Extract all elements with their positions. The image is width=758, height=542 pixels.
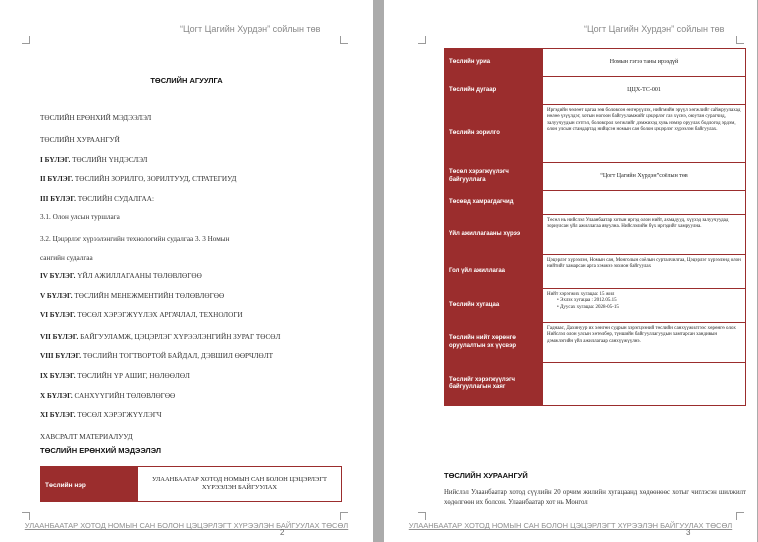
project-name-value: УЛААНБААТАР ХОТОД НОМЫН САН БОЛОН ЦЭЦЭРЛЭГТ ХҮРЭЭЛЭН БАЙГУУЛАХ	[152, 476, 327, 491]
document-page-left	[0, 0, 373, 542]
details-row	[445, 49, 745, 77]
page-footer-title: УЛААНБААТАР ХОТОД НОМЫН САН БОЛОН ЦЭЦЭРЛЭГТ ХҮРЭЭЛЭН БАЙГУУЛАХ ТӨСӨЛ	[24, 521, 349, 530]
details-row-label: Төслийн уриа	[445, 49, 542, 76]
details-row	[445, 215, 745, 255]
summary-paragraph: Нийслэл Улаанбаатар хотод сүүлийн 20 орчим жилийн хугацаанд хөдөөнөөс хотыг чиглэсэн шилжилт хөдөлгөөн их болсон. Улаанбаатар хот нь Монгол	[444, 489, 746, 506]
page-header-title: “Цогт Цагийн Хурдэн” сойлын төв	[584, 24, 725, 34]
summary-heading: ТӨСЛИЙН ХУРААНГУЙ	[444, 471, 528, 480]
details-row-value-text: Төсөл нь нийслэл Улаанбаатар хотын иргэд олон нийт, ахмадууд, хүүхэд залуучуудад зориулсан үйл ажиллагаа явуулна. Нийслэлийн бүх иргэдийг хамруулна.	[547, 218, 729, 230]
document-page-right	[384, 0, 757, 542]
toc-entry[interactable]	[40, 136, 120, 144]
toc-chapter-number: II БҮЛЭГ.	[40, 175, 74, 183]
crop-mark	[736, 512, 744, 520]
toc-entry-text: ТӨСЛИЙН ХУРААНГУЙ	[40, 136, 120, 144]
details-row	[445, 105, 745, 163]
details-row-value	[542, 363, 745, 405]
toc-entry[interactable]	[40, 272, 202, 280]
crop-mark	[418, 36, 426, 44]
appendix-line: ХАВСРАЛТ МАТЕРИАЛУУД	[40, 433, 133, 441]
toc-entry[interactable]	[40, 392, 175, 400]
details-row	[445, 77, 745, 105]
details-row-value-text: Нийт хэрэгжих хугацаа: 15 жил	[547, 292, 615, 297]
details-row-value-text: ЦЦХ-ТС-001	[627, 86, 661, 93]
details-row-label: Төслийн нийт хөрөнгө оруулалтын эх үүсвэр	[445, 323, 542, 362]
toc-chapter-number: VIII БҮЛЭГ.	[40, 352, 82, 360]
date-list-item: • Дуусах хугацаа: 2028-05-15	[557, 305, 741, 311]
toc-entry[interactable]	[40, 175, 236, 183]
toc-entry[interactable]	[40, 411, 162, 419]
toc-entry-text: ҮЙЛ АЖИЛЛАГААНЫ ТӨЛӨВЛӨГӨӨ	[75, 272, 202, 280]
details-row-value	[542, 215, 745, 254]
project-name-label: Төслийн нэр	[41, 467, 138, 501]
toc-chapter-number: I БҮЛЭГ.	[40, 156, 71, 164]
details-row-label: Төсөвд хамрагдагчид	[445, 191, 542, 214]
details-row-value	[542, 163, 745, 190]
details-row-label: Гол үйл ажиллагаа	[445, 255, 542, 288]
details-row	[445, 255, 745, 289]
toc-entry[interactable]	[40, 235, 229, 243]
details-row	[445, 323, 745, 363]
details-row	[445, 363, 745, 405]
toc-entry-text: 3.1. Олон улсын туршлага	[40, 213, 120, 221]
toc-entry-text: ТӨСЛИЙН ҮНДЭСЛЭЛ	[70, 156, 148, 164]
details-row-value-text: Цэцэрлэг хүрээлэн, Номын сан, Монголын соёлын сурталчилгаа, Цэцэрлэг хүрээлэнд олон нийтийг хамарсан арга хэмжээ зохион байгуулах	[547, 258, 741, 270]
toc-entry-text: 3.2. Цэцэрлэг хүрээлэнгийн технологийн судалгаа 3. 3 Номын	[40, 235, 230, 243]
crop-mark	[340, 36, 348, 44]
date-list	[557, 298, 741, 311]
details-row	[445, 289, 745, 323]
toc-entry[interactable]	[40, 114, 151, 122]
toc-entry-text: ТӨСЛИЙН ҮР АШИГ, НӨЛӨӨЛӨЛ	[75, 372, 190, 380]
toc-chapter-number: IV БҮЛЭГ.	[40, 272, 76, 280]
details-row	[445, 191, 745, 215]
details-row-value	[542, 77, 745, 104]
details-row-value	[542, 105, 745, 162]
details-row-value	[542, 255, 745, 288]
details-row-value	[542, 191, 745, 214]
toc-entry-text: ТӨСЛИЙН МЕНЕЖМЕНТИЙН ТӨЛӨВЛӨГӨӨ	[72, 292, 225, 300]
date-list-item: • Эхлэх хугацаа : 2012.05.15	[557, 298, 741, 304]
toc-entry-text: ТӨСЛИЙН СУДАЛГАА:	[75, 195, 154, 203]
crop-mark	[340, 512, 348, 520]
details-row-label: Төслийн хугацаа	[445, 289, 542, 322]
toc-entry-text: САНХҮҮГИЙН ТӨЛӨВЛӨГӨӨ	[72, 392, 176, 400]
details-row-value	[542, 49, 745, 76]
toc-chapter-number: III БҮЛЭГ.	[40, 195, 76, 203]
crop-mark	[736, 36, 744, 44]
details-row-label: Төслийн зорилго	[445, 105, 542, 162]
toc-entry-text: сангийн судалгаа	[40, 254, 93, 262]
toc-chapter-number: IX БҮЛЭГ.	[40, 372, 76, 380]
crop-mark	[22, 512, 30, 520]
details-row-label: Төслийг хэрэгжүүлэгч байгууллагын хаяг	[445, 363, 542, 405]
toc-heading: ТӨСЛИЙН АГУУЛГА	[150, 76, 223, 85]
toc-chapter-number: VI БҮЛЭГ.	[40, 311, 76, 319]
toc-entry[interactable]	[40, 213, 120, 221]
toc-chapter-number: XI БҮЛЭГ.	[40, 411, 76, 419]
crop-mark	[22, 36, 30, 44]
crop-mark	[418, 512, 426, 520]
details-row-label: Үйл ажиллагааны хүрээ	[445, 215, 542, 254]
details-row-value	[542, 289, 745, 322]
toc-entry[interactable]	[40, 156, 147, 164]
toc-chapter-number: X БҮЛЭГ.	[40, 392, 73, 400]
project-details-table	[444, 48, 746, 406]
details-row-value-text: “Цогт Цагийн Хүрдэн”соёлын төв	[600, 172, 688, 179]
toc-entry[interactable]	[40, 311, 243, 319]
toc-entry-text: ТӨСЛИЙН ЕРӨНХИЙ МЭДЭЭЛЭЛ	[40, 114, 152, 122]
toc-entry[interactable]	[40, 372, 190, 380]
toc-entry[interactable]	[40, 254, 93, 262]
details-row-value-text: Гаднаас, Дахинуур их хөнгөн судрын хэрэгцээний төслийн санхүүжилтээс хөрөнгө олох Нийслэл олон улсын хөтөлбөр, түншийн байгууллагуудын хамтарсан хандивын дэмжлэгийн үйл ажиллагаар санхүүжүүлнэ.	[547, 326, 736, 344]
toc-entry[interactable]	[40, 195, 154, 203]
page-footer-title: УЛААНБААТАР ХОТОД НОМЫН САН БОЛОН ЦЭЦЭРЛЭГТ ХҮРЭЭЛЭН БАЙГУУЛАХ ТӨСӨЛ	[408, 521, 733, 530]
page-number: 2	[280, 528, 285, 537]
toc-entry[interactable]	[40, 333, 280, 341]
details-row-value	[542, 323, 745, 362]
toc-entry-text: ТӨСӨЛ ХЭРЭГЖҮҮЛЭХ АРГАЧЛАЛ, ТЕХНОЛОГИ	[75, 311, 243, 319]
toc-chapter-number: V БҮЛЭГ.	[40, 292, 73, 300]
details-row-value-text: Иргэдийн чөлөөт цагаа зөв боловсон өнгөрүүлэх, нийгмийн эрүүл хөгжлийг сайжруулахад нөлөө үзүүлдэг, хотын ногоон байгууламжийг цэцэрлэг газ хүснэ, оюутан сурагчид, залуучуудын сэтгэл, боловсрол хөгжлийг дэмжихэд хувь нэмэр оруулах бодлогод эрдэм, олон улсын стандартад нийцсэн номын сан болон цэцэрлэг хүрээлэн байгуулах.	[547, 108, 741, 132]
toc-entry[interactable]	[40, 352, 273, 360]
project-info-table	[40, 466, 342, 502]
details-row-value-text: Номын гэгээ таны ирээдүй	[609, 58, 679, 65]
toc-entry-text: ТӨСЛИЙН ТОГТВОРТОЙ БАЙДАЛ, ДЭВШИЛ ӨӨРЧЛӨЛТ	[81, 352, 274, 360]
details-row-label: Төслийн дугаар	[445, 77, 542, 104]
page-number: 3	[686, 528, 691, 537]
toc-chapter-number: VII БҮЛЭГ.	[40, 333, 79, 341]
toc-entry[interactable]	[40, 292, 224, 300]
page-header-title: “Цогт Цагийн Хурдэн” сойлын төв	[180, 24, 321, 34]
details-row	[445, 163, 745, 191]
details-row-label: Төсөл хэрэгжүүлэгч байгууллага	[445, 163, 542, 190]
toc-entry-text: ТӨСӨЛ ХЭРЭГЖҮҮЛЭГЧ	[75, 411, 162, 419]
toc-entry-text: ТӨСЛИЙН ЗОРИЛГО, ЗОРИЛТУУД, СТРАТЕГИУД	[73, 175, 237, 183]
toc-entry-text: БАЙГУУЛАМЖ, ЦЭЦЭРЛЭГ ХҮРЭЭЛЭНГИЙН ЗУРАГ ТӨСӨЛ	[78, 333, 281, 341]
general-info-heading: ТӨСЛИЙН ЕРӨНХИЙ МЭДЭЭЛЭЛ	[40, 446, 162, 455]
